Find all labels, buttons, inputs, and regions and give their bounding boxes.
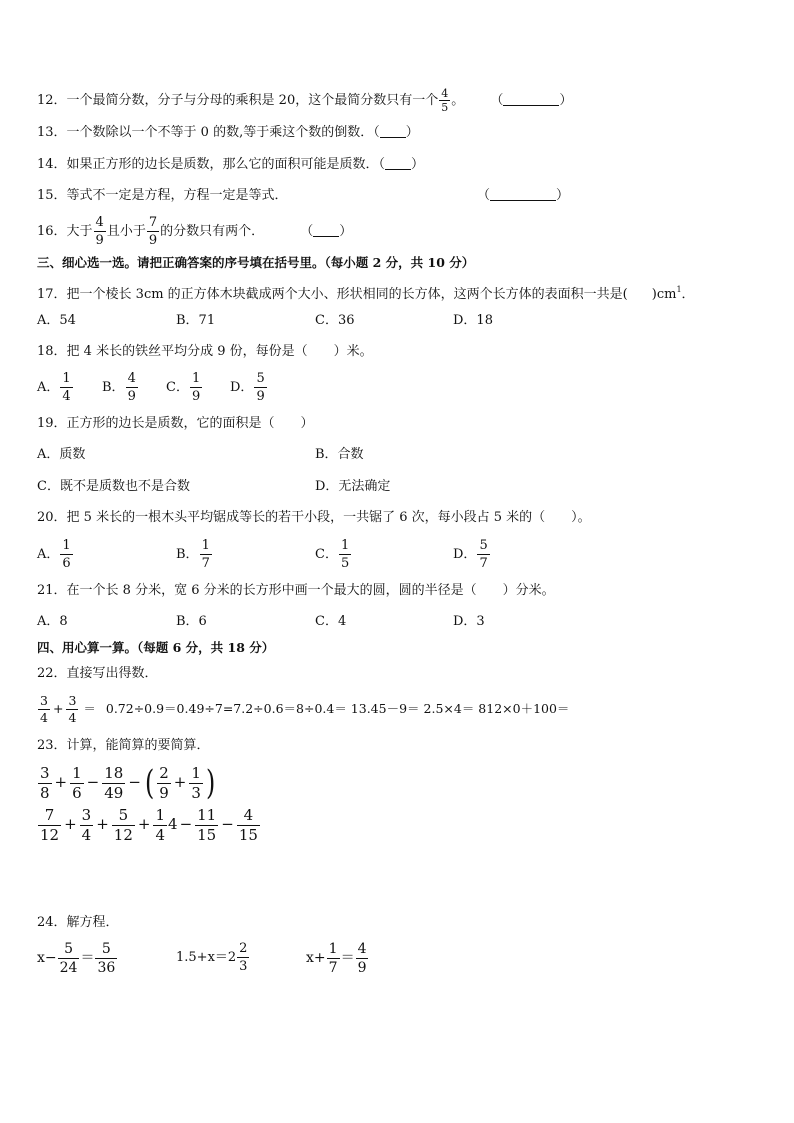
question-15 xyxy=(37,188,288,204)
fraction: $\frac{3}{4}$ xyxy=(81,805,92,844)
answer-blank[interactable] xyxy=(313,224,339,237)
fraction: $\frac{2}{3}$ xyxy=(239,941,248,974)
mental-math-expressions: 0.72÷0.9＝0.49÷7=7.2÷0.6＝8÷0.4＝ 13.45－9＝ 2.5×4＝ 812×0＋100＝ xyxy=(105,701,570,716)
fraction: $\frac{1}{4}$ xyxy=(155,805,166,844)
option-c[interactable]: C． $\frac{1}{5}$ xyxy=(315,538,350,571)
option-d[interactable]: D．无法确定 xyxy=(315,479,391,494)
option-b[interactable]: B． $\frac{4}{9}$ xyxy=(102,371,136,404)
option-a[interactable]: A．质数 xyxy=(37,447,86,462)
fraction: $\frac{3}{8}$ xyxy=(40,763,50,802)
question-12: 12．一个最简分数，分子与分母的乘积是 20，这个最简分数只有一个 $\frac{4}{5}$ 。 （ ） xyxy=(37,87,573,114)
fraction: $\frac{4}{9}$ xyxy=(95,215,104,248)
question-24: 24．解方程． xyxy=(37,915,119,930)
answer-blank[interactable] xyxy=(385,157,411,170)
option-c[interactable]: C．36 xyxy=(315,313,355,328)
fraction: $\frac{1}{4}$ xyxy=(62,371,71,404)
question-text: 14．如果正方形的边长是质数，那么它的面积可能是质数．（ xyxy=(37,157,386,172)
option-d[interactable]: D．3 xyxy=(453,614,485,629)
question-text: 15．等式不一定是方程，方程一定是等式． xyxy=(37,188,288,203)
answer-blank[interactable] xyxy=(380,125,406,138)
answer-paren-15: （ ） xyxy=(477,188,570,203)
fraction: $\frac{3}{4}$ xyxy=(40,692,48,725)
equation-1: x− $\frac{5}{24}$ ＝ $\frac{5}{36}$ xyxy=(37,940,116,976)
option-b[interactable]: B．71 xyxy=(176,313,216,328)
fraction: $\frac{5}{12}$ xyxy=(113,805,133,844)
fraction: $\frac{1}{7}$ xyxy=(328,940,338,976)
option-a[interactable]: A．8 xyxy=(37,614,68,629)
option-a[interactable]: A． $\frac{1}{4}$ xyxy=(37,371,71,404)
question-16: 16．大于 $\frac{4}{9}$ 且小于 $\frac{7}{9}$ 的分数只有两个． （ ） xyxy=(37,215,353,248)
option-a[interactable]: A．54 xyxy=(37,313,76,328)
mental-math-line: $\frac{3}{4}$ + $\frac{3}{4}$ ＝ 0.72÷0.9＝0.49÷7=7.2÷0.6＝8÷0.4＝ 13.45－9＝ 2.5×4＝ 812×0＋100＝ xyxy=(40,692,570,725)
fraction: $\frac{7}{12}$ xyxy=(40,805,60,844)
option-d[interactable]: D． $\frac{5}{9}$ xyxy=(230,371,265,404)
question-17: 17．把一个棱长 3cm 的正方体木块截成两个大小、形状相同的长方体，这两个长方体的表面积一共是( )$cm^1$． xyxy=(37,285,695,302)
option-c[interactable]: C．4 xyxy=(315,614,347,629)
equation-2: 1.5+x＝2 $\frac{2}{3}$ xyxy=(176,941,248,974)
question-20: 20．把 5 米长的一根木头平均锯成等长的若干小段，一共锯了 6 次，每小段占 5 米的（ ）。 xyxy=(37,510,591,525)
option-a[interactable]: A． $\frac{1}{6}$ xyxy=(37,538,71,571)
fraction: $\frac{4}{9}$ xyxy=(357,940,367,976)
section-3-heading: 三、细心选一选。请把正确答案的序号填在括号里。（每小题 2 分，共 10 分） xyxy=(37,255,475,270)
option-b[interactable]: B．6 xyxy=(176,614,207,629)
fraction: $\frac{5}{9}$ xyxy=(256,371,265,404)
question-22: 22．直接写出得数． xyxy=(37,666,158,681)
option-b[interactable]: B．合数 xyxy=(315,447,364,462)
expression-1: $\frac{3}{8}$ + $\frac{1}{6}$ − $\frac{18}{49}$ − ( $\frac{2}{9}$ + $\frac{1}{3}$ ) xyxy=(40,763,216,803)
fraction: $\frac{18}{49}$ xyxy=(104,763,124,802)
option-b[interactable]: B． $\frac{1}{7}$ xyxy=(176,538,210,571)
question-18: 18．把 4 米长的铁丝平均分成 9 份，每份是（ ）米。 xyxy=(37,344,373,359)
answer-blank[interactable] xyxy=(503,93,559,106)
fraction: $\frac{2}{9}$ xyxy=(159,763,169,802)
fraction: $\frac{5}{36}$ xyxy=(97,940,116,976)
question-23: 23．计算，能简算的要简算． xyxy=(37,738,210,753)
fraction: $\frac{1}{6}$ xyxy=(62,538,71,571)
question-text: 17．把一个棱长 3cm 的正方体木块截成两个大小、形状相同的长方体，这两个长方体的表面积一共是( xyxy=(37,287,628,302)
question-text: 13．一个数除以一个不等于 0 的数,等于乘这个数的倒数．（ xyxy=(37,125,380,140)
question-text: 16．大于 xyxy=(37,224,93,239)
option-c[interactable]: C．既不是质数也不是合数 xyxy=(37,479,190,494)
equation-3: x+ $\frac{1}{7}$ ＝ $\frac{4}{9}$ xyxy=(306,940,367,976)
fraction: $\frac{3}{4}$ xyxy=(68,692,77,725)
option-d[interactable]: D．18 xyxy=(453,313,493,328)
fraction: $\frac{11}{15}$ xyxy=(197,805,217,844)
option-c[interactable]: C． $\frac{1}{9}$ xyxy=(166,371,201,404)
answer-blank[interactable] xyxy=(490,188,556,201)
section-4-heading: 四、用心算一算。（每题 6 分，共 18 分） xyxy=(37,640,275,655)
fraction: $\frac{1}{9}$ xyxy=(191,371,201,404)
fraction: $\frac{4}{15}$ xyxy=(238,805,258,844)
question-text: 12．一个最简分数，分子与分母的乘积是 20，这个最简分数只有一个 xyxy=(37,93,439,108)
question-13: 13．一个数除以一个不等于 0 的数,等于乘这个数的倒数．（ ） xyxy=(37,125,419,140)
fraction: $\frac{1}{7}$ xyxy=(201,538,210,571)
fraction: $\frac{5}{7}$ xyxy=(479,538,488,571)
fraction: $\frac{7}{9}$ xyxy=(148,215,158,248)
fraction: $\frac{1}{6}$ xyxy=(72,763,82,802)
fraction: $\frac{1}{5}$ xyxy=(340,538,350,571)
fraction: $\frac{4}{9}$ xyxy=(127,371,136,404)
option-d[interactable]: D． $\frac{5}{7}$ xyxy=(453,538,488,571)
expression-2: $\frac{7}{12}$ + $\frac{3}{4}$ + $\frac{5}{12}$ + $\frac{1}{4}$ 4 − $\frac{11}{15}$ − $\frac{4}{15}$ xyxy=(40,805,258,844)
question-14: 14．如果正方形的边长是质数，那么它的面积可能是质数．（ ） xyxy=(37,157,425,172)
question-21: 21．在一个长 8 分米，宽 6 分米的长方形中画一个最大的圆，圆的半径是（ ）分米。 xyxy=(37,583,555,598)
fraction: $\frac{1}{3}$ xyxy=(191,763,201,802)
fraction: $\frac{4}{5}$ xyxy=(441,87,449,114)
question-19: 19．正方形的边长是质数，它的面积是（ ） xyxy=(37,416,314,431)
fraction: $\frac{5}{24}$ xyxy=(59,940,78,976)
